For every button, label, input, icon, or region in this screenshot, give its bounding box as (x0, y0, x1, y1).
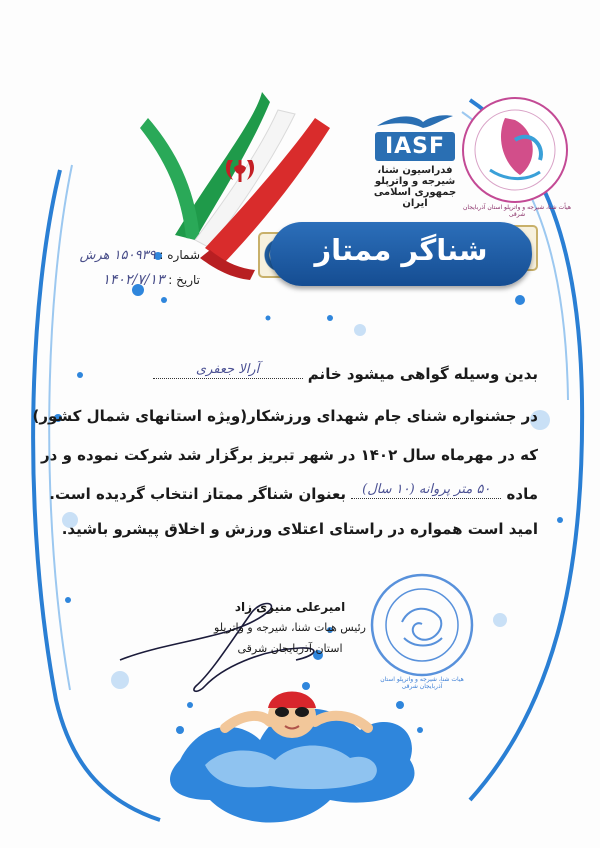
number-label: شماره : (159, 248, 200, 262)
iasf-wordmark: IASF (375, 132, 455, 161)
bird-icon (375, 112, 455, 130)
body-line-4-suffix: بعنوان شناگر ممتاز انتخاب گردیده است. (49, 485, 347, 503)
event-blank (351, 482, 501, 499)
federation-name-line1: فدراسیون شنا، شیرجه و واترپلو (374, 165, 456, 187)
date-value: ۱۴۰۲/۷/۱۳ (102, 272, 165, 288)
number-row (40, 248, 200, 263)
provincial-logo (463, 98, 567, 202)
federation-logo (360, 112, 470, 209)
provincial-logo-text: هیأت شنا، شیرجه و واترپلو استان آذربایجان شرقی (462, 204, 572, 218)
signature-block (205, 600, 375, 655)
body-line-5: امید است همواره در راستای اعتلای ورزش و اخلاق پیشرو باشید. (61, 520, 538, 538)
body-line-4-prefix: ماده (506, 485, 538, 503)
body-line-2: در جشنواره شنای جام شهدای ورزشکار(ویژه استانهای شمال کشور) (32, 407, 538, 425)
recipient-name: آرالا جعفری (195, 362, 260, 377)
body-line-1-text: بدین وسیله گواهی میشود خانم (307, 365, 538, 383)
date-row (40, 272, 200, 288)
body-line-1 (153, 362, 538, 383)
event-name: ۵۰ متر پروانه (۱۰ سال) (362, 482, 491, 497)
title-banner (270, 222, 532, 286)
number-value: ۱۵۰۹۳۹ هرش (79, 248, 156, 263)
federation-name-line2: جمهوری اسلامی ایران (373, 187, 457, 209)
stamp-seal (372, 575, 472, 675)
body-line-3: که در مهرماه سال ۱۴۰۲ در شهر تبریز برگزار شد شرکت نموده و در (41, 446, 538, 464)
signatory-region: استان آذربایجان شرقی (237, 642, 343, 655)
stamp-text: هیات شنا، شیرجه و واترپلو استان آذربایجان شرقی (380, 676, 464, 690)
date-label: تاریخ : (168, 273, 200, 287)
signatory-role: رئیس هیات شنا، شیرجه و واترپلو (214, 621, 366, 634)
signatory-name: امیرعلی منیری زاد (234, 600, 346, 614)
certificate-title: شناگر ممتاز (314, 233, 488, 267)
body-line-4 (49, 482, 538, 503)
recipient-name-blank (153, 362, 303, 379)
